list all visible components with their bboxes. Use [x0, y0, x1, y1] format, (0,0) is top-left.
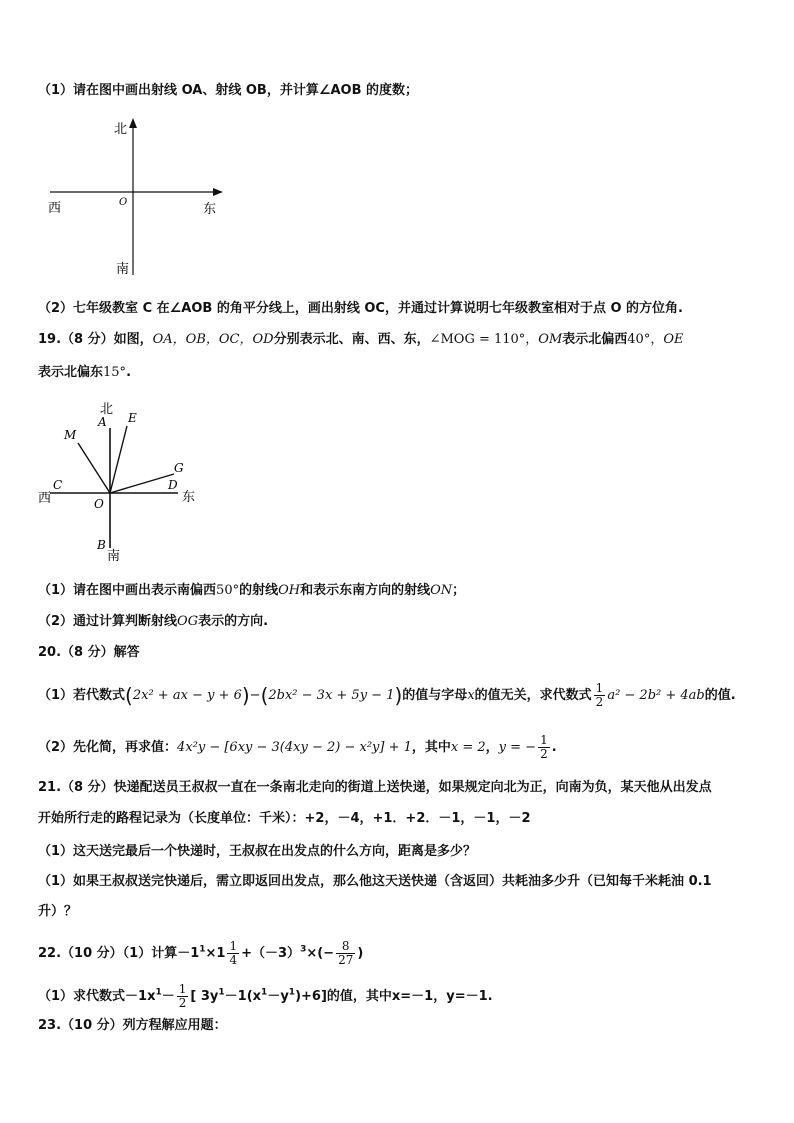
q19-part1-d: ；	[452, 583, 466, 598]
q19-om-text: 表示北偏西	[562, 332, 628, 347]
q22-p2-sup-d: 1	[261, 987, 268, 998]
q19-part1-oh: OH	[278, 583, 301, 598]
q20-p1-text: 的值与字母	[402, 688, 468, 703]
q19-end: .	[126, 365, 132, 380]
q20-p2-label: （2）先化简，再求值：	[38, 740, 178, 755]
q22-p1-sup2: 3	[300, 944, 307, 955]
q22-p2-sup-c: 1	[218, 987, 225, 998]
q19-part2-a: （2）通过计算判断射线	[38, 614, 178, 629]
q19-west-label: 西	[38, 491, 52, 506]
q22-p1-den: 4	[229, 953, 238, 967]
q22-p2-e: －y	[267, 989, 289, 1004]
q19-oe-deg: 15°	[103, 365, 127, 380]
q18-part2: （2）七年级教室 C 在∠AOB 的角平分线上，画出射线 OC，并通过计算说明七年级教室相对于点 O 的方位角.	[38, 301, 683, 316]
q22-p2-sup-a: 1	[155, 987, 162, 998]
q18-compass-figure	[40, 115, 230, 280]
q19-east-label: 东	[182, 490, 196, 505]
q19-label-e: E	[128, 411, 137, 425]
q20-paren-open-2: (	[260, 683, 269, 708]
q22-p1-den2: 27	[338, 953, 354, 967]
q19-oe: OE	[663, 332, 684, 347]
q21-line3: （1）这天送完最后一个快递时，王叔叔在出发点的什么方向，距离是多少？	[38, 844, 477, 859]
q20-p2-mid: ，其中	[411, 740, 451, 755]
q19-label-g: G	[174, 461, 184, 475]
q19-part1-b: 的射线	[239, 583, 279, 598]
q19-om-deg: 40°，	[627, 332, 664, 347]
q21-line2: 开始所行走的路程记录为（长度单位：千米）：+2，－4，+1．+2．－1，－1，－2	[38, 811, 531, 826]
q22-p2-g: x=－1，y=－1.	[391, 989, 493, 1004]
q20-part1	[38, 682, 736, 709]
q19-part1-a: （1）请在图中画出表示南偏西	[38, 583, 217, 598]
q19-ray-oe	[110, 426, 127, 493]
q19-line2-text: 表示北偏东	[38, 365, 104, 380]
q20-p1-text2: 的值无关，求代数式	[474, 688, 592, 703]
q20-p2-num: 1	[540, 733, 548, 747]
q19-south-label: 南	[107, 549, 121, 564]
q21-line4: （1）如果王叔叔送完快递后，需立即返回出发点，那么他这天送快递（含返回）共耗油多少升（已知每千米耗油 0.1	[38, 874, 712, 889]
q20-p1-den: 2	[595, 695, 604, 709]
q18-north-arrow	[129, 118, 137, 128]
q19-mid: 分别表示北、南、西、东，	[273, 332, 430, 347]
q19-direction-figure	[36, 398, 216, 566]
q22-p1-sup: 1	[199, 944, 206, 955]
q22-part2	[38, 983, 493, 1010]
q20-p1-x: x	[467, 688, 475, 703]
q19-label-a: A	[98, 415, 107, 429]
q19-rays: OA，OB，OC，OD	[152, 332, 274, 347]
q20-paren-open-1: (	[125, 683, 133, 708]
q20-p1-num: 1	[595, 681, 604, 695]
q20-p1-minus: −	[249, 688, 261, 703]
q22-p1-num: 1	[229, 939, 238, 953]
q20-p1-tail: a² − 2b² + 4ab	[607, 688, 705, 703]
q22-p1-a: 22.（10 分）（1）计算－1	[38, 946, 200, 961]
q20-p1-fraction	[594, 682, 606, 709]
q22-p2-den: 2	[178, 996, 187, 1010]
q20-p2-sep: ，	[485, 740, 499, 755]
q22-p1-fraction2	[336, 940, 355, 967]
q20-p1-label: （1）若代数式	[38, 688, 126, 703]
q20-p2-end: .	[551, 740, 557, 755]
q18-east-label: 东	[203, 202, 217, 217]
q21-line5: 升）？	[38, 904, 78, 919]
q19-label-c: C	[53, 478, 63, 492]
q20-head: 20.（8 分）解答	[38, 645, 140, 660]
q22-p1-d: ×(−	[306, 946, 335, 961]
q19-part2	[38, 613, 268, 631]
q20-p2-den: 2	[540, 747, 548, 761]
q20-p2-expr: 4x²y − [6xy − 3(4xy − 2) − x²y] + 1	[177, 740, 412, 755]
q18-east-arrow	[213, 188, 223, 196]
q21-line1: 21.（8 分）快递配送员王叔叔一直在一条南北走向的街道上送快递，如果规定向北为正，向南为负，某天他从出发点	[38, 780, 712, 795]
q22-p1-c: +（－3）	[241, 946, 301, 961]
q19-part1-on: ON	[430, 583, 453, 598]
q18-part1: （1）请在图中画出射线 OA、射线 OB，并计算∠AOB 的度数；	[38, 83, 419, 98]
q22-part1	[38, 940, 363, 967]
q19-ray-om	[78, 443, 110, 493]
q19-part1-c: 和表示东南方向的射线	[300, 583, 431, 598]
q22-p2-d: －1(x	[224, 989, 262, 1004]
q19-label-o: O	[94, 497, 104, 511]
q23-line1: 23.（10 分）列方程解应用题：	[38, 1018, 227, 1033]
q19-angle: ∠MOG = 110°，	[429, 332, 539, 347]
q22-p2-c: [ 3y	[190, 989, 219, 1004]
q22-p1-fraction	[227, 940, 239, 967]
q20-part2	[38, 734, 557, 761]
q19-head: 19.（8 分）如图，	[38, 332, 153, 347]
q20-paren-close-1: )	[241, 683, 250, 708]
q19-ray-og	[110, 474, 174, 493]
q19-part2-og: OG	[177, 614, 199, 629]
q19-part1-deg: 50°	[216, 583, 240, 598]
q22-p1-b: ×1	[205, 946, 226, 961]
q19-line1	[38, 331, 683, 349]
q22-p1-num2: 8	[336, 940, 355, 954]
q22-p2-num: 1	[178, 982, 187, 996]
q20-paren-close-2: )	[394, 683, 403, 708]
q20-p2-y: y = −	[498, 740, 537, 755]
q22-p2-a: （1）求代数式－1x	[38, 989, 156, 1004]
q22-p2-b: －	[161, 989, 175, 1004]
q20-p2-x: x = 2	[450, 740, 486, 755]
q22-p2-f: )+6]的值，其中	[295, 989, 392, 1004]
q19-label-b: B	[97, 538, 106, 552]
q20-p1-expr2: 2bx² − 3x + 5y − 1	[268, 688, 395, 703]
q18-south-label: 南	[116, 262, 130, 277]
q19-north-label: 北	[100, 402, 114, 417]
q19-part2-b: 表示的方向.	[198, 614, 269, 629]
q18-north-label: 北	[114, 122, 128, 137]
q19-line2	[38, 364, 131, 382]
q22-p2-sup-e: 1	[288, 987, 296, 998]
q19-part1	[38, 582, 465, 600]
q20-p1-end: 的值.	[704, 688, 736, 703]
q20-p1-expr1: 2x² + ax − y + 6	[132, 688, 242, 703]
q19-om: OM	[538, 332, 563, 347]
q22-p2-fraction	[177, 983, 189, 1010]
q19-label-d: D	[168, 478, 178, 492]
q18-west-label: 西	[48, 201, 62, 216]
q20-p2-fraction	[538, 734, 550, 761]
q18-origin-label: O	[119, 197, 128, 208]
q19-label-m: M	[64, 428, 77, 442]
q22-p1-e: )	[357, 946, 364, 961]
